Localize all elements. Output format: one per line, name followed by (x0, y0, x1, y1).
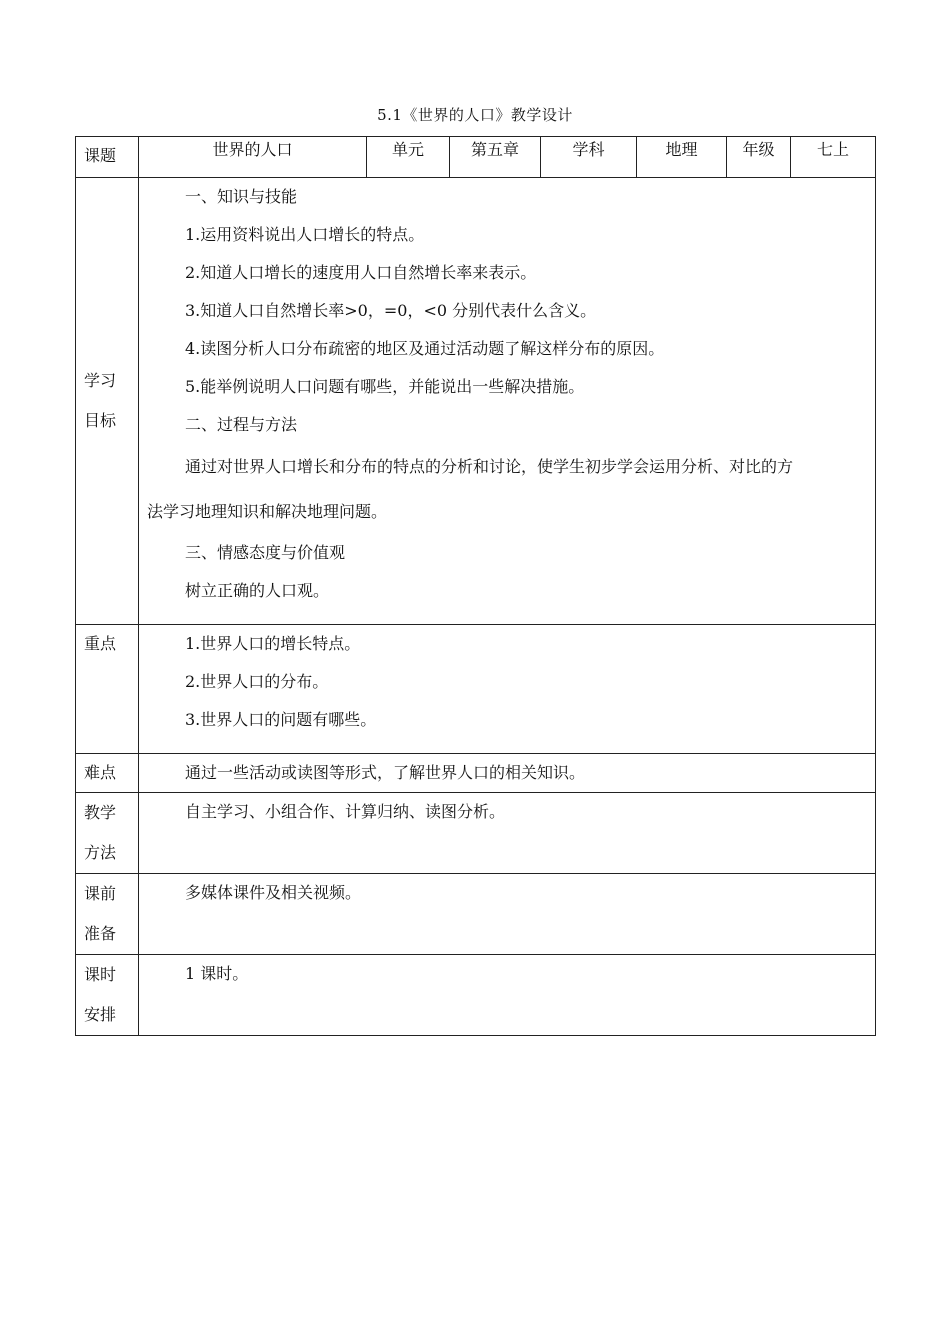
process-text-line1: 通过对世界人口增长和分布的特点的分析和讨论，使学生初步学会运用分析、对比的方 (185, 457, 794, 476)
methods-label-line1: 教学 (84, 803, 117, 822)
topic-label: 课题 (76, 137, 139, 178)
difficulties-text: 通过一些活动或读图等形式，了解世界人口的相关知识。 (185, 763, 586, 782)
key-points-content (139, 625, 876, 754)
schedule-label-line2: 安排 (84, 1005, 117, 1024)
emotion-text: 树立正确的人口观。 (185, 581, 330, 600)
grade-label: 年级 (727, 137, 791, 178)
header-row (76, 137, 876, 178)
knowledge-item: 1.运用资料说出人口增长的特点。 (185, 225, 425, 244)
difficulties-content (139, 754, 876, 793)
grade-value: 七上 (791, 137, 876, 178)
methods-label-line2: 方法 (84, 843, 117, 862)
knowledge-heading: 一、知识与技能 (185, 187, 298, 206)
unit-value: 第五章 (450, 137, 541, 178)
schedule-label (76, 955, 139, 1036)
difficulties-label: 难点 (76, 754, 139, 793)
key-point-item: 2.世界人口的分布。 (185, 672, 329, 691)
difficulties-row (76, 754, 876, 793)
knowledge-item: 5.能举例说明人口问题有哪些，并能说出一些解决措施。 (185, 377, 585, 396)
process-heading: 二、过程与方法 (185, 415, 298, 434)
subject-value: 地理 (637, 137, 727, 178)
unit-label: 单元 (367, 137, 450, 178)
schedule-label-line1: 课时 (84, 965, 117, 984)
key-points-label: 重点 (76, 625, 139, 754)
objectives-label-line2: 目标 (84, 411, 117, 430)
preparation-text: 多媒体课件及相关视频。 (185, 883, 362, 902)
process-text-line2: 法学习地理知识和解决地理问题。 (147, 502, 388, 521)
methods-row (76, 793, 876, 874)
lesson-plan-table (75, 136, 876, 1036)
document-title: 5.1《世界的人口》教学设计 (377, 106, 573, 124)
emotion-heading: 三、情感态度与价值观 (185, 543, 346, 562)
schedule-text: 1 课时。 (185, 964, 249, 983)
subject-label: 学科 (541, 137, 637, 178)
objectives-label (76, 178, 139, 625)
knowledge-item: 4.读图分析人口分布疏密的地区及通过活动题了解这样分布的原因。 (185, 339, 665, 358)
methods-content (139, 793, 876, 874)
knowledge-item: 3.知道人口自然增长率>0，=0，<0 分别代表什么含义。 (185, 301, 597, 320)
methods-label (76, 793, 139, 874)
schedule-row (76, 955, 876, 1036)
key-points-row (76, 625, 876, 754)
key-point-item: 1.世界人口的增长特点。 (185, 634, 361, 653)
preparation-label-line1: 课前 (84, 884, 117, 903)
schedule-content (139, 955, 876, 1036)
objectives-content (139, 178, 876, 625)
preparation-row (76, 874, 876, 955)
knowledge-item: 2.知道人口增长的速度用人口自然增长率来表示。 (185, 263, 537, 282)
key-point-item: 3.世界人口的问题有哪些。 (185, 710, 377, 729)
objectives-row (76, 178, 876, 625)
preparation-content (139, 874, 876, 955)
preparation-label (76, 874, 139, 955)
topic-value: 世界的人口 (139, 137, 367, 178)
methods-text: 自主学习、小组合作、计算归纳、读图分析。 (185, 802, 506, 821)
objectives-label-line1: 学习 (84, 371, 117, 390)
preparation-label-line2: 准备 (84, 924, 117, 943)
